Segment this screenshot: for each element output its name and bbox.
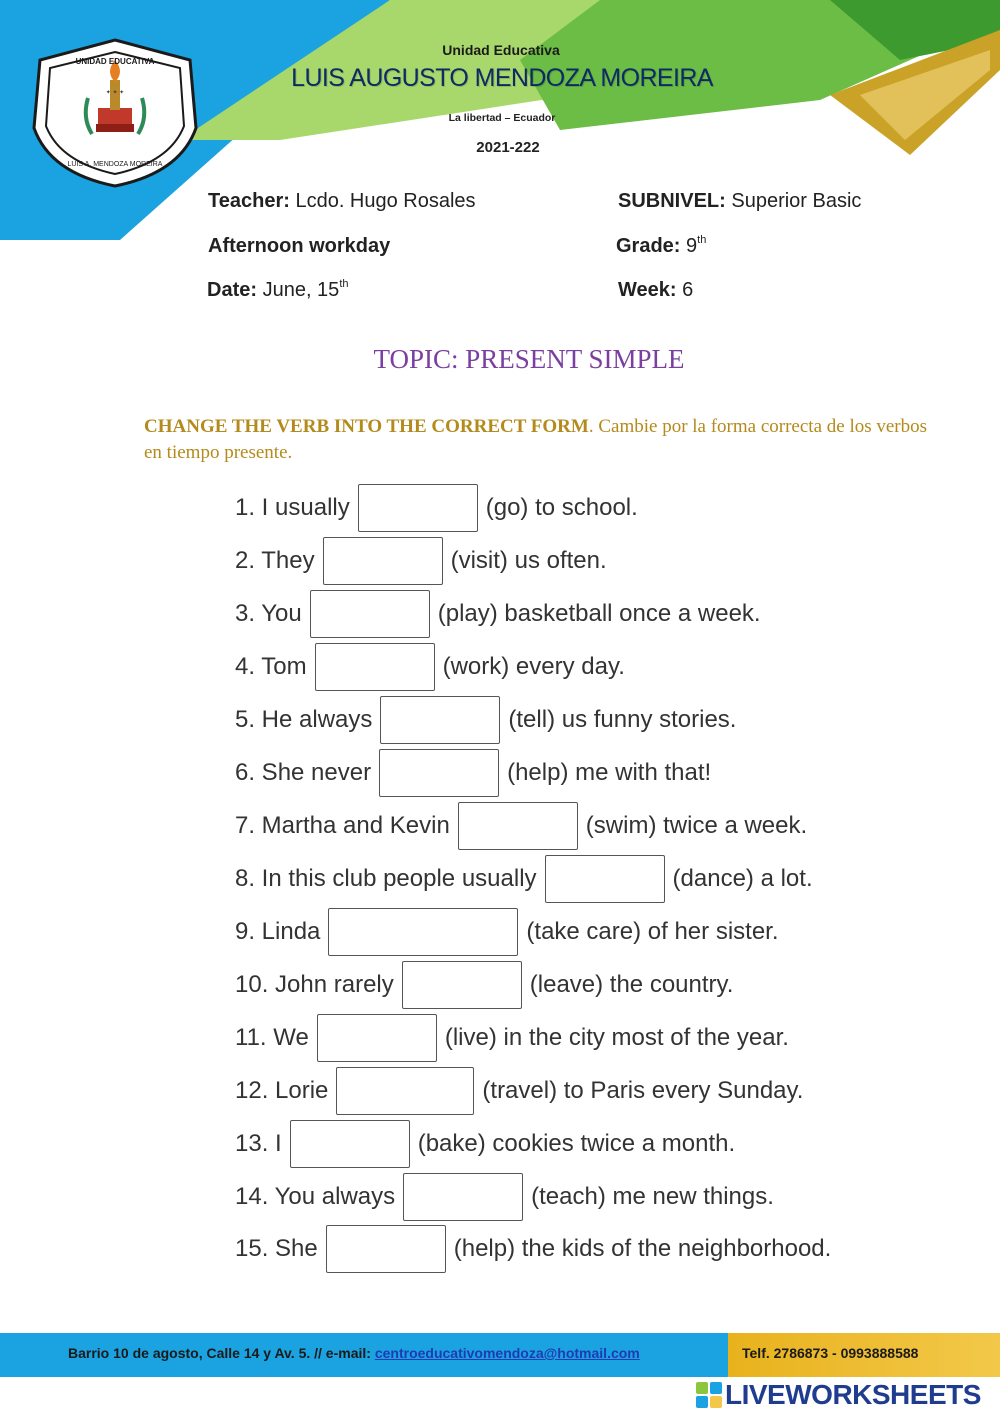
liveworksheets-brand[interactable] bbox=[696, 1378, 981, 1412]
subnivel-value: Superior Basic bbox=[725, 190, 862, 212]
exercise-hint: (leave) the country. bbox=[529, 971, 734, 998]
instructions-bold: CHANGE THE VERB INTO THE CORRECT FORM bbox=[144, 416, 589, 437]
answer-input[interactable] bbox=[290, 1120, 410, 1168]
exercise-item bbox=[235, 1172, 774, 1222]
exercise-prompt: 3. You bbox=[235, 600, 302, 627]
week-line bbox=[618, 279, 693, 302]
school-year: 2021-222 bbox=[476, 139, 540, 156]
answer-input[interactable] bbox=[403, 1173, 523, 1221]
answer-input[interactable] bbox=[336, 1067, 474, 1115]
week-label: Week: bbox=[618, 279, 677, 301]
teacher-line bbox=[208, 190, 476, 213]
exercise-prompt: 2. They bbox=[235, 547, 315, 574]
subnivel-label: SUBNIVEL: bbox=[618, 190, 726, 212]
exercise-hint: (dance) a lot. bbox=[672, 865, 813, 892]
exercise-prompt: 1. I usually bbox=[235, 494, 350, 521]
answer-input[interactable] bbox=[380, 696, 500, 744]
exercise-prompt: 12. Lorie bbox=[235, 1077, 329, 1104]
institution-type: Unidad Educativa bbox=[442, 42, 560, 58]
date-label: Date: bbox=[207, 279, 258, 301]
exercise-hint: (help) me with that! bbox=[507, 759, 712, 786]
exercise-hint: (take care) of her sister. bbox=[526, 918, 779, 945]
footer-bar bbox=[0, 1333, 1000, 1377]
exercise-hint: (teach) me new things. bbox=[531, 1183, 774, 1210]
exercise-hint: (swim) twice a week. bbox=[585, 812, 808, 839]
answer-input[interactable] bbox=[326, 1225, 446, 1273]
exercise-item bbox=[235, 536, 607, 586]
answer-input[interactable] bbox=[323, 537, 443, 585]
exercise-prompt: 4. Tom bbox=[235, 653, 307, 680]
grade-label: Grade: bbox=[616, 235, 681, 257]
footer-phone: Telf. 2786873 - 0993888588 bbox=[742, 1345, 919, 1361]
answer-input[interactable] bbox=[379, 749, 499, 797]
exercise-hint: (go) to school. bbox=[485, 494, 638, 521]
exercise-item bbox=[235, 589, 761, 639]
exercise-prompt: 9. Linda bbox=[235, 918, 321, 945]
exercise-prompt: 6. She never bbox=[235, 759, 372, 786]
grade-suffix: th bbox=[697, 234, 707, 247]
exercise-item bbox=[235, 642, 625, 692]
exercise-hint: (visit) us often. bbox=[450, 547, 607, 574]
answer-input[interactable] bbox=[310, 590, 430, 638]
exercise-item bbox=[235, 695, 736, 745]
exercise-prompt: 5. He always bbox=[235, 706, 373, 733]
exercise-hint: (travel) to Paris every Sunday. bbox=[482, 1077, 804, 1104]
exercise-prompt: 14. You always bbox=[235, 1183, 396, 1210]
exercise-hint: (tell) us funny stories. bbox=[508, 706, 737, 733]
workday-label: Afternoon workday bbox=[208, 235, 391, 257]
week-value: 6 bbox=[676, 279, 694, 301]
brand-name: LIVEWORKSHEETS bbox=[725, 1379, 981, 1410]
footer-email-link[interactable]: centroeducativomendoza@hotmail.com bbox=[374, 1345, 640, 1361]
instructions-rest: . Cambie por la forma correcta de los verbos en tiempo presente. bbox=[144, 416, 928, 463]
exercise-item bbox=[235, 854, 813, 904]
exercise-hint: (bake) cookies twice a month. bbox=[417, 1130, 736, 1157]
workday-line bbox=[208, 235, 390, 258]
exercise-item bbox=[235, 801, 807, 851]
footer-address bbox=[68, 1345, 640, 1361]
teacher-label: Teacher: bbox=[208, 190, 290, 212]
exercise-item bbox=[235, 1119, 735, 1169]
exercise-item bbox=[235, 1066, 803, 1116]
school-location: La libertad – Ecuador bbox=[448, 112, 556, 124]
logo-bottom-text: LUIS A. MENDOZA MOREIRA bbox=[67, 161, 163, 168]
topic-title: TOPIC: PRESENT SIMPLE bbox=[373, 344, 685, 374]
exercise-hint: (help) the kids of the neighborhood. bbox=[453, 1235, 832, 1262]
exercise-prompt: 7. Martha and Kevin bbox=[235, 812, 450, 839]
exercise-item bbox=[235, 748, 711, 798]
exercise-item bbox=[235, 907, 779, 957]
exercise-prompt: 10. John rarely bbox=[235, 971, 394, 998]
subnivel-line bbox=[618, 190, 861, 213]
instructions bbox=[144, 414, 934, 466]
exercise-hint: (live) in the city most of the year. bbox=[444, 1024, 789, 1051]
exercise-prompt: 11. We bbox=[235, 1024, 309, 1051]
logo-rays: ✦ ✦ ✦ bbox=[105, 90, 125, 96]
footer-address-text: Barrio 10 de agosto, Calle 14 y Av. 5. // e-mail: bbox=[68, 1345, 375, 1361]
answer-input[interactable] bbox=[358, 484, 478, 532]
exercise-item bbox=[235, 1013, 789, 1063]
date-suffix: th bbox=[339, 278, 349, 291]
exercise-item bbox=[235, 483, 638, 533]
exercise-prompt: 15. She bbox=[235, 1235, 318, 1262]
teacher-value: Lcdo. Hugo Rosales bbox=[289, 190, 476, 212]
exercise-prompt: 8. In this club people usually bbox=[235, 865, 537, 892]
grade-line bbox=[616, 235, 706, 258]
exercise-item bbox=[235, 960, 733, 1010]
date-line bbox=[207, 279, 349, 302]
answer-input[interactable] bbox=[458, 802, 578, 850]
brand-logo-icon bbox=[696, 1382, 722, 1408]
logo-top-text: UNIDAD EDUCATIVA bbox=[75, 57, 155, 66]
exercise-item bbox=[235, 1224, 831, 1274]
exercise-hint: (play) basketball once a week. bbox=[437, 600, 761, 627]
answer-input[interactable] bbox=[317, 1014, 437, 1062]
school-name: LUIS AUGUSTO MENDOZA MOREIRA bbox=[291, 64, 713, 92]
answer-input[interactable] bbox=[402, 961, 522, 1009]
answer-input[interactable] bbox=[315, 643, 435, 691]
exercise-prompt: 13. I bbox=[235, 1130, 282, 1157]
answer-input[interactable] bbox=[328, 908, 518, 956]
date-value: June, 15 bbox=[257, 279, 340, 301]
grade-value: 9 bbox=[680, 235, 698, 257]
exercise-hint: (work) every day. bbox=[442, 653, 625, 680]
answer-input[interactable] bbox=[545, 855, 665, 903]
